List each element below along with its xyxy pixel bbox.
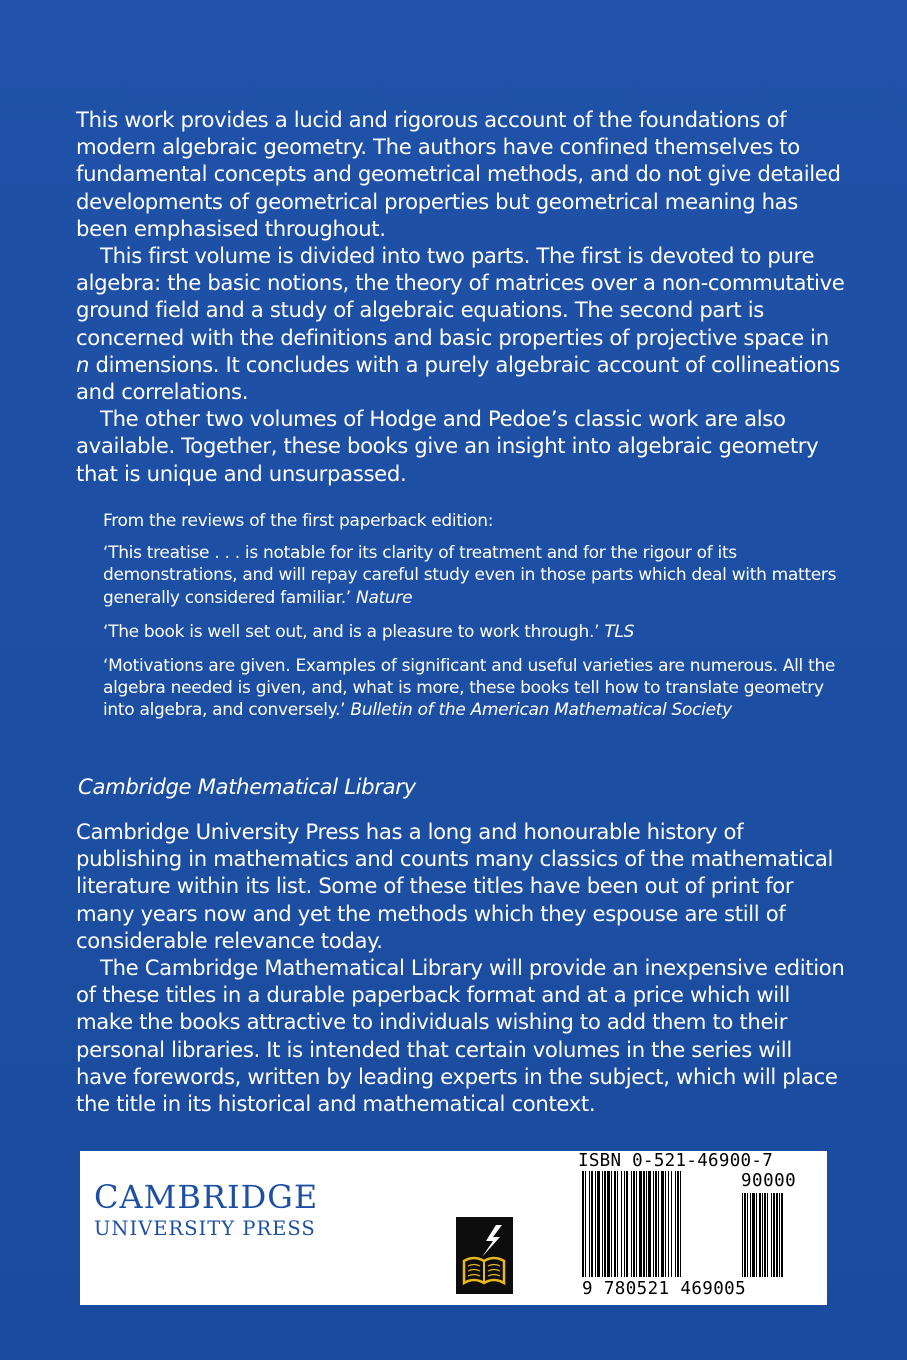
- description-paragraph-2-end: dimensions. It concludes with a purely algebraic account of collineations and correlations.: [76, 351, 840, 405]
- barcode-bar: [636, 1171, 637, 1277]
- barcode-bar: [621, 1171, 622, 1277]
- book-description: [76, 106, 846, 487]
- barcode-block: [574, 1151, 827, 1305]
- review-text: ‘The book is well set out, and is a pleasure to work through.’: [103, 621, 600, 642]
- barcode-bar: [648, 1171, 651, 1277]
- barcode-bar: [611, 1171, 612, 1277]
- barcode-bar: [658, 1171, 659, 1277]
- series-description: [76, 818, 846, 1117]
- reviews-intro: From the reviews of the first paperback edition:: [103, 511, 494, 531]
- ean-number: 9 780521 469005: [582, 1279, 747, 1299]
- book-lightning-icon: [456, 1217, 513, 1294]
- publisher-logo: [94, 1179, 318, 1241]
- barcode-bar: [680, 1171, 681, 1277]
- barcode-bar: [602, 1171, 603, 1277]
- addon-bar: [744, 1193, 746, 1277]
- addon-bar: [756, 1193, 757, 1277]
- barcode-bar: [633, 1171, 635, 1277]
- barcode-bar: [595, 1171, 596, 1277]
- reviews-section: [103, 510, 845, 734]
- review-quote: [103, 655, 845, 722]
- description-paragraph-1: This work provides a lucid and rigorous account of the foundations of modern algebraic geometry. The authors have confined themselves to fundamental concepts and geometrical methods, and do not give detailed developments of geometrical properties but geometrical meaning has been emphasised throughout.: [76, 107, 841, 241]
- review-quote: [103, 621, 845, 643]
- barcode-bar: [631, 1171, 632, 1277]
- footer-panel: [80, 1151, 827, 1305]
- publisher-name: CAMBRIDGE: [94, 1178, 319, 1216]
- review-text: ‘This treatise . . . is notable for its clarity of treatment and for the rigour of its demonstrations, and will repay careful study even in those parts which deal with matters generally considered familiar.’: [103, 543, 837, 608]
- barcode-bar: [643, 1171, 645, 1277]
- addon-bar: [759, 1193, 761, 1277]
- barcode-bar: [607, 1171, 610, 1277]
- description-paragraph-2: [76, 242, 846, 405]
- barcode-bar: [661, 1171, 664, 1277]
- barcode-bar: [589, 1171, 590, 1277]
- barcode-bar: [646, 1171, 647, 1277]
- addon-bar: [747, 1193, 748, 1277]
- barcode-bars: [580, 1171, 820, 1277]
- review-quote: [103, 542, 845, 609]
- barcode-bar: [614, 1171, 616, 1277]
- addon-bar: [781, 1193, 783, 1277]
- publisher-subtitle: UNIVERSITY PRESS: [94, 1217, 316, 1240]
- barcode-bar: [677, 1171, 679, 1277]
- series-paragraph-1: Cambridge University Press has a long and honourable history of publishing in mathematics and counts many classics of the mathematical literature within its list. Some of these titles have been out of print for many years now and yet the methods which they espouse are still of considerable relevance today.: [76, 819, 834, 953]
- addon-bar: [750, 1193, 751, 1277]
- addon-bar: [773, 1193, 775, 1277]
- addon-bar: [771, 1193, 772, 1277]
- barcode-bar: [597, 1171, 600, 1277]
- barcode-bar: [665, 1171, 666, 1277]
- price-code: 90000: [741, 1171, 797, 1191]
- review-source: Nature: [356, 587, 413, 608]
- barcode-bar: [671, 1171, 672, 1277]
- barcode-bar: [585, 1171, 586, 1277]
- review-source: TLS: [604, 621, 635, 642]
- description-paragraph-3: The other two volumes of Hodge and Pedoe’s classic work are also available. Together, these books give an insight into algebraic geometry that is unique and unsurpassed.: [76, 406, 819, 486]
- addon-bar: [767, 1193, 768, 1277]
- review-text: ‘Motivations are given. Examples of significant and useful varieties are numerous. All the algebra needed is given, and, what is more, these books tell how to translate geometry into algebra, and conversely.’: [103, 656, 836, 721]
- barcode-bar: [653, 1171, 654, 1277]
- barcode-bar: [655, 1171, 657, 1277]
- barcode-bar: [582, 1171, 584, 1277]
- barcode-bar: [626, 1171, 628, 1277]
- barcode-bar: [591, 1171, 593, 1277]
- addon-bar: [752, 1193, 755, 1277]
- barcode-bar: [617, 1171, 618, 1277]
- review-source: Bulletin of the American Mathematical Society: [350, 700, 732, 721]
- addon-bar: [742, 1193, 743, 1277]
- barcode-bar: [668, 1171, 669, 1277]
- addon-bar: [776, 1193, 778, 1277]
- addon-bar: [762, 1193, 763, 1277]
- addon-bar: [764, 1193, 766, 1277]
- barcode-bar: [675, 1171, 676, 1277]
- barcode-bar: [624, 1171, 625, 1277]
- barcode-bar: [639, 1171, 642, 1277]
- series-title: Cambridge Mathematical Library: [78, 774, 416, 799]
- series-paragraph-2: The Cambridge Mathematical Library will provide an inexpensive edition of these titles in a durable paperback format and at a price which will make the books attractive to individuals wishing to add them to their personal libraries. It is intended that certain volumes in the series will have forewords, written by leading experts in the subject, which will place the title in its historical and mathematical context.: [76, 955, 845, 1117]
- addon-bar: [779, 1193, 780, 1277]
- dimension-variable: n: [76, 351, 90, 377]
- description-paragraph-2-text: This first volume is divided into two parts. The first is devoted to pure algebra: the basic notions, the theory of matrices over a non-commutative ground field and a study of algebraic equations. The second part is concerned with the definitions and basic properties of projective space in: [76, 243, 845, 350]
- barcode-bar: [604, 1171, 606, 1277]
- isbn-text: ISBN 0-521-46900-7: [578, 1151, 774, 1171]
